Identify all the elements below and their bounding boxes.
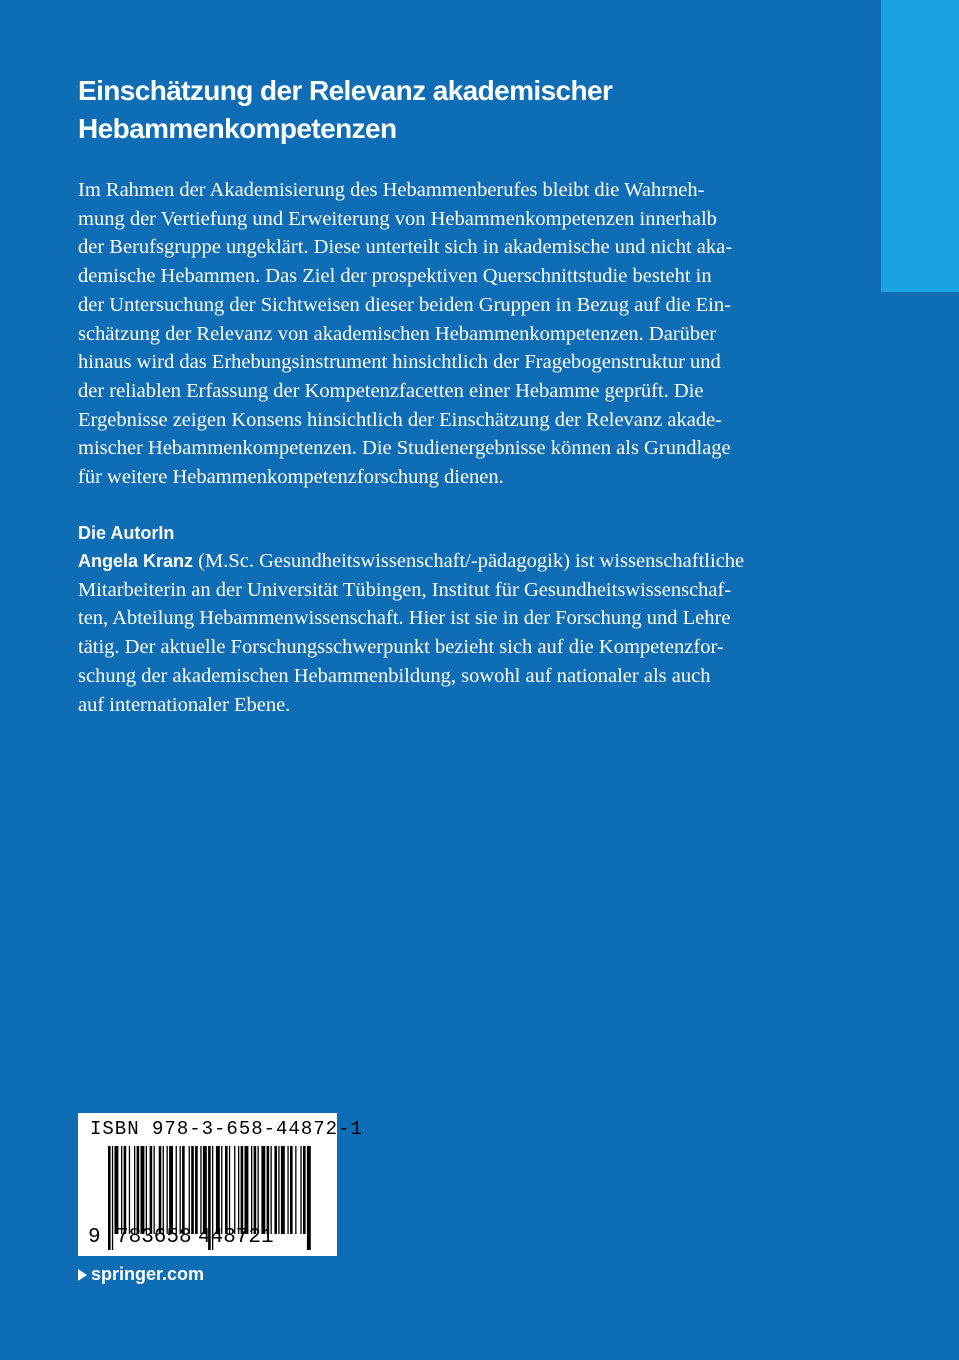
title-line: Hebammenkompetenzen	[78, 113, 397, 144]
barcode-bar	[203, 1146, 207, 1234]
barcode-bar	[169, 1146, 173, 1234]
abstract-line: mung der Vertiefung und Erweiterung von Hebammenkompetenzen innerhalb	[78, 207, 717, 230]
barcode-bar	[146, 1146, 147, 1234]
abstract-line: Ergebnisse zeigen Konsens hinsichtlich der Einschätzung der Relevanz akade-	[78, 408, 723, 431]
barcode-bar	[290, 1146, 293, 1234]
barcode-bar	[221, 1146, 222, 1234]
barcode-bar	[150, 1146, 153, 1234]
barcode-bar	[134, 1146, 135, 1234]
springer-link-text: springer.com	[91, 1264, 205, 1284]
abstract-line: der reliablen Erfassung der Kompetenzfacetten einer Hebamme geprüft. Die	[78, 379, 704, 402]
barcode-bar	[267, 1146, 270, 1234]
isbn-label: ISBN 978-3-658-44872-1	[90, 1118, 363, 1140]
barcode-bar	[180, 1146, 181, 1234]
abstract-line: hinaus wird das Erhebungsinstrument hinsichtlich der Fragebogenstruktur und	[78, 351, 721, 374]
barcode-bar	[245, 1146, 249, 1234]
barcode-bar	[225, 1146, 228, 1234]
abstract-line: demische Hebammen. Das Ziel der prospektiven Querschnittstudie besteht in	[78, 265, 712, 288]
abstract-paragraph	[78, 176, 808, 492]
barcode-bar	[195, 1146, 198, 1234]
author-bio-line: auf internationaler Ebene.	[78, 693, 291, 716]
barcode-bar	[274, 1146, 277, 1234]
barcode-bar	[200, 1146, 201, 1234]
abstract-line: der Berufsgruppe ungeklärt. Diese unterteilt sich in akademische und nicht aka-	[78, 236, 733, 259]
barcode-bar	[182, 1146, 185, 1234]
barcode-bar	[189, 1146, 190, 1234]
author-bio-line: tätig. Der aktuelle Forschungsschwerpunkt bezieht sich auf die Kompetenzfor-	[78, 636, 724, 659]
barcode-bar	[121, 1146, 122, 1234]
barcode-bar	[129, 1146, 130, 1234]
book-title	[78, 72, 798, 148]
abstract-line: mischer Hebammenkompetenzen. Die Studienergebnisse können als Grundlage	[78, 437, 731, 460]
author-bio-line: schung der akademischen Hebammenbildung, sowohl auf nationaler als auch	[78, 664, 711, 687]
barcode-bar	[159, 1146, 162, 1234]
barcode-bar	[254, 1146, 257, 1234]
barcode-bar	[112, 1146, 113, 1250]
barcode-bar	[238, 1146, 239, 1234]
barcode-digits-left: 783658	[116, 1226, 192, 1249]
barcode-bar	[251, 1146, 252, 1234]
barcode-bar	[163, 1146, 164, 1234]
abstract-line: schätzung der Relevanz von akademischen Hebammenkompetenzen. Darüber	[78, 322, 717, 345]
barcode-bar	[303, 1146, 306, 1234]
barcode-bar	[216, 1146, 220, 1234]
author-heading: Die AutorIn	[78, 523, 175, 543]
barcode-bar	[191, 1146, 194, 1234]
author-bio	[78, 547, 808, 719]
barcode-bar	[300, 1146, 301, 1234]
barcode-bar	[234, 1146, 235, 1234]
springer-link[interactable]	[78, 1262, 204, 1286]
barcode-bar	[271, 1146, 272, 1234]
barcode-bar	[307, 1146, 311, 1250]
barcode-bar	[176, 1146, 177, 1234]
barcode-bar	[108, 1146, 111, 1250]
barcode-bar	[295, 1146, 296, 1234]
abstract-line: Im Rahmen der Akademisierung des Hebammenberufes bleibt die Wahrneh-	[78, 179, 705, 201]
barcode-bar	[115, 1146, 119, 1234]
barcode-bar	[241, 1146, 244, 1234]
barcode-bar	[261, 1146, 265, 1234]
author-name: Angela Kranz	[78, 551, 194, 571]
barcode-bar	[141, 1146, 145, 1234]
abstract-line: für weitere Hebammenkompetenzforschung dienen.	[78, 466, 504, 489]
arrow-right-icon	[78, 1269, 87, 1281]
barcode-bar	[258, 1146, 259, 1234]
barcode-bar	[137, 1146, 140, 1234]
barcode-bar	[167, 1146, 168, 1234]
barcode-digit-lead: 9	[88, 1226, 101, 1249]
barcode-digits-right: 448721	[198, 1226, 274, 1249]
barcode-bar	[229, 1146, 230, 1234]
author-bio-first-line	[78, 547, 808, 576]
barcode-bar	[278, 1146, 279, 1234]
accent-bar	[881, 0, 959, 292]
abstract-line: der Untersuchung der Sichtweisen dieser beiden Gruppen in Bezug auf die Ein-	[78, 293, 731, 316]
author-bio-text: (M.Sc. Gesundheitswissenschaft/-pädagogik) ist wissenschaftliche	[193, 550, 745, 572]
barcode-bar	[154, 1146, 155, 1234]
barcode-bar	[281, 1146, 285, 1234]
barcode-bar	[287, 1146, 288, 1234]
barcode-bar	[124, 1146, 127, 1234]
title-line: Einschätzung der Relevanz akademischer	[78, 75, 613, 106]
author-bio-line: Mitarbeiterin an der Universität Tübingen, Institut für Gesundheitswissenschaf-	[78, 578, 732, 601]
author-bio-line: ten, Abteilung Hebammenwissenschaft. Hier ist sie in der Forschung und Lehre	[78, 607, 731, 630]
